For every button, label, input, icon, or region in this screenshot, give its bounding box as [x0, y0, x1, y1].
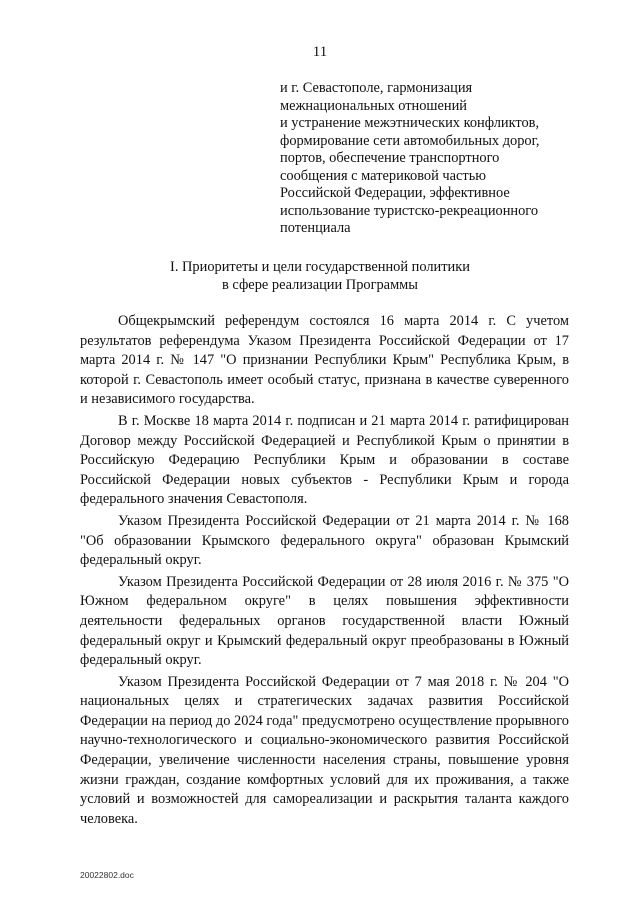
page-number: 11 [312, 44, 328, 60]
paragraph-treaty: В г. Москве 18 марта 2014 г. подписан и 21 марта 2014 г. ратифицирован Договор между Российской Федерацией и Республикой Крым о принятии в Российскую Федерацию Республики Крым и образовании в составе Российской Федерации новых субъектов - Республики Крым и города федерального значения Севастополя. [80, 412, 569, 508]
body-text [80, 312, 569, 829]
table-cell-line: сообщения с материковой частью [280, 167, 487, 184]
table-cell-line: Российской Федерации, эффективное [280, 185, 510, 201]
footer-file-name: 20022802.doc [80, 870, 134, 880]
table-cell-continuation [280, 80, 580, 238]
table-cell-line: портов, обеспечение транспортного [280, 150, 500, 166]
table-cell-line: использование туристско-рекреационного [280, 202, 539, 219]
section-heading [0, 258, 640, 294]
paragraph-decree-168: Указом Президента Российской Федерации от 21 марта 2014 г. № 168 "Об образовании Крымского федерального округа" образован Крымский федеральный округ. [80, 512, 569, 569]
table-cell-line: межнациональных отношений [280, 97, 468, 114]
table-cell-line: и устранение межэтнических конфликтов, [280, 115, 540, 131]
table-cell-line: и г. Севастополе, гармонизация [280, 80, 473, 96]
section-heading-line-1: I. Приоритеты и цели государственной политики [170, 259, 470, 275]
table-cell-line: формирование сети автомобильных дорог, [280, 132, 540, 149]
section-heading-line-2: в сфере реализации Программы [222, 277, 418, 293]
paragraph-decree-204: Указом Президента Российской Федерации от 7 мая 2018 г. № 204 "О национальных целях и стратегических задачах развития Российской Федерации на период до 2024 года" предусмотрено осуществление прорывного научно-технологического и социально-экономического развития Российской Федерации, увеличение численности населения страны, повышение уровня жизни граждан, создание комфортных условий для их проживания, а также условий и возможностей для самореализации и раскрытия таланта каждого человека. [80, 673, 569, 827]
paragraph-referendum: Общекрымский референдум состоялся 16 марта 2014 г. С учетом результатов референдума Указом Президента Российской Федерации от 17 марта 2014 г. № 147 "О признании Республики Крым" Республика Крым, в которой г. Севастополь имеет особый статус, признана в качестве суверенного и независимого государства. [80, 313, 569, 408]
table-cell-line: потенциала [280, 220, 351, 236]
paragraph-decree-375: Указом Президента Российской Федерации от 28 июля 2016 г. № 375 "О Южном федеральном округе" в целях повышения эффективности деятельности федеральных органов государственной власти Южный федеральный округ и Крымский федеральный округ преобразованы в Южный федеральный округ. [80, 573, 569, 669]
